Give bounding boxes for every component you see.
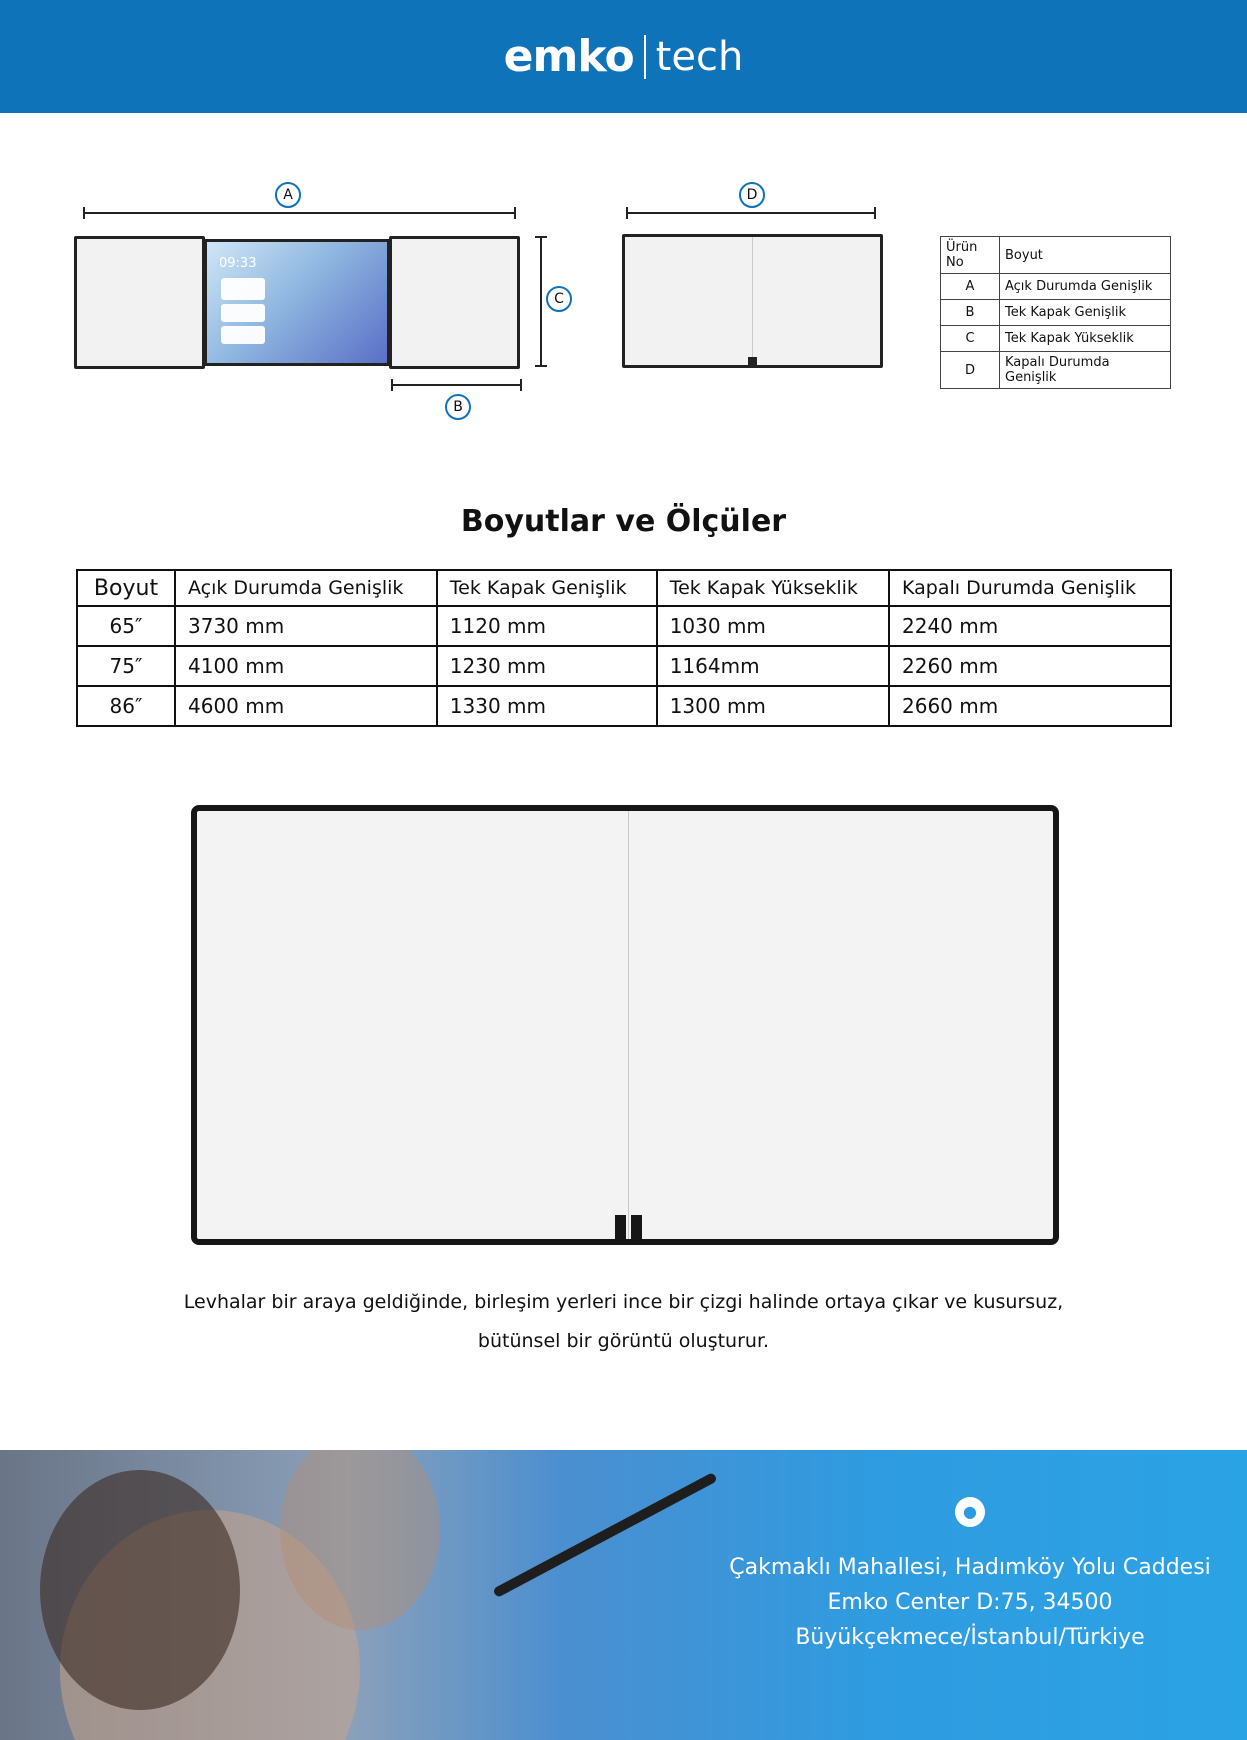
footer-banner (0, 1450, 1247, 1740)
logo-brand: emko (503, 31, 634, 82)
board-clip-left (615, 1215, 626, 1239)
closed-board-illustration (191, 805, 1059, 1245)
table-row (77, 686, 1171, 726)
logo-sub: tech (655, 33, 744, 80)
cell-size: 75″ (77, 646, 175, 686)
location-pin-icon: ● (955, 1497, 985, 1527)
label-a: A (275, 182, 301, 208)
header-wing-width: Tek Kapak Genişlik (437, 570, 657, 606)
header-bar (0, 0, 1247, 113)
cell-wing-height: 1300 mm (657, 686, 889, 726)
cell-wing-width: 1230 mm (437, 646, 657, 686)
legend-desc: Kapalı Durumda Genişlik (1000, 352, 1171, 389)
section-title: Boyutlar ve Ölçüler (460, 504, 787, 539)
closed-board-clip (748, 357, 757, 365)
legend-header-code: Ürün No (941, 237, 1000, 274)
caption-line-1: Levhalar bir araya geldiğinde, birleşim yerleri ince bir çizgi halinde ortaya çıkar ve kusursuz, (183, 1291, 1064, 1313)
board-clip-right (631, 1215, 642, 1239)
cell-size: 86″ (77, 686, 175, 726)
dimension-a-line (83, 212, 516, 214)
legend-desc: Açık Durumda Genişlik (1000, 274, 1171, 300)
legend-header-row (941, 237, 1171, 274)
screen-widget (221, 278, 265, 300)
screen-widget (221, 304, 265, 322)
legend-row (941, 326, 1171, 352)
address-line-3: Büyükçekmece/İstanbul/Türkiye (795, 1625, 1145, 1650)
left-wing-panel (74, 236, 205, 369)
dimensions-table (76, 569, 1172, 727)
dimension-c-line (540, 236, 542, 367)
legend-desc: Tek Kapak Yükseklik (1000, 326, 1171, 352)
legend-code: B (941, 300, 1000, 326)
dimension-d-line (626, 212, 876, 214)
legend-header-size: Boyut (1000, 237, 1171, 274)
logo-divider (644, 35, 646, 79)
right-wing-panel (389, 236, 520, 369)
cell-open-width: 4100 mm (175, 646, 437, 686)
cell-wing-height: 1030 mm (657, 606, 889, 646)
cell-closed-width: 2660 mm (889, 686, 1171, 726)
dimensions-header-row (77, 570, 1171, 606)
display-screen (204, 239, 390, 366)
cell-closed-width: 2240 mm (889, 606, 1171, 646)
closed-board-seam (752, 237, 753, 365)
cell-wing-width: 1330 mm (437, 686, 657, 726)
legend-row (941, 352, 1171, 389)
table-row (77, 646, 1171, 686)
caption-line-2: bütünsel bir görüntü oluşturur. (477, 1330, 770, 1352)
screen-widget (221, 326, 265, 344)
label-c: C (546, 286, 572, 312)
address-block (700, 1550, 1240, 1655)
header-size: Boyut (77, 570, 175, 606)
dimension-b-line (391, 384, 522, 386)
screen-clock: 09:33 (219, 256, 257, 271)
cell-wing-height: 1164mm (657, 646, 889, 686)
cell-wing-width: 1120 mm (437, 606, 657, 646)
caption (150, 1283, 1097, 1361)
legend-row (941, 300, 1171, 326)
cell-size: 65″ (77, 606, 175, 646)
closed-board-panel (622, 234, 883, 368)
photo-pen (492, 1472, 717, 1598)
board-seam-line (628, 811, 629, 1239)
label-d: D (739, 182, 765, 208)
cell-open-width: 3730 mm (175, 606, 437, 646)
table-row (77, 606, 1171, 646)
header-open-width: Açık Durumda Genişlik (175, 570, 437, 606)
address-line-2: Emko Center D:75, 34500 (827, 1590, 1113, 1615)
cell-closed-width: 2260 mm (889, 646, 1171, 686)
photo-child-hair (40, 1470, 240, 1710)
legend-code: D (941, 352, 1000, 389)
header-closed-width: Kapalı Durumda Genişlik (889, 570, 1171, 606)
dimension-legend-table (940, 236, 1171, 389)
legend-code: C (941, 326, 1000, 352)
header-wing-height: Tek Kapak Yükseklik (657, 570, 889, 606)
legend-code: A (941, 274, 1000, 300)
label-b: B (445, 394, 471, 420)
address-line-1: Çakmaklı Mahallesi, Hadımköy Yolu Caddesi (729, 1555, 1211, 1580)
legend-row (941, 274, 1171, 300)
cell-open-width: 4600 mm (175, 686, 437, 726)
emko-tech-logo (504, 31, 744, 82)
legend-desc: Tek Kapak Genişlik (1000, 300, 1171, 326)
